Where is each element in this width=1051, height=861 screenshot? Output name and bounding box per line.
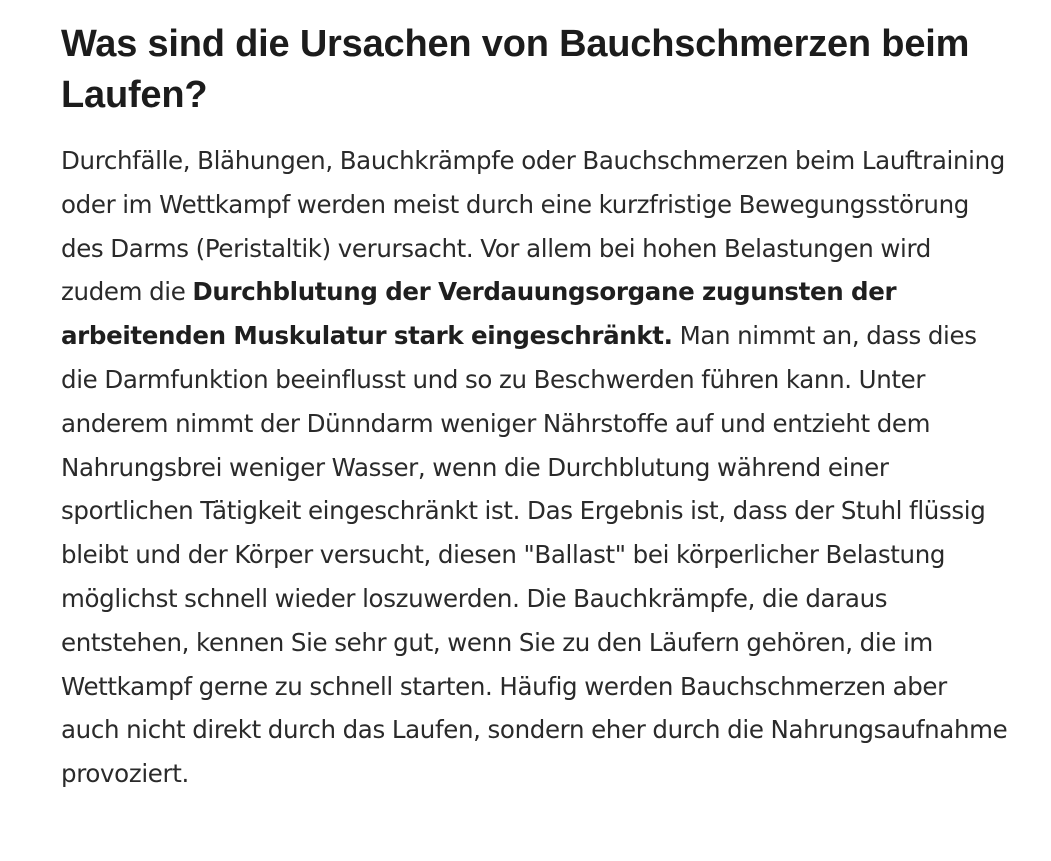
paragraph-bold-highlight: Durchblutung der Verdauungsorgane zugunsten der arbeitenden Muskulatur stark eingeschränkt. bbox=[61, 277, 897, 351]
section-heading: Was sind die Ursachen von Bauchschmerzen beim Laufen? bbox=[61, 23, 970, 116]
body-paragraph bbox=[61, 139, 1011, 796]
paragraph-text-continuation: Man nimmt an, dass dies die Darmfunktion beeinflusst und so zu Beschwerden führen kann. Unter anderem nimmt der Dünndarm weniger Nährstoffe auf und entzieht dem Nahrungsbrei weniger Wasser, wenn die Durchblutung während einer sportlichen Tätigkeit eingeschränkt ist. Das Ergebnis ist, dass der Stuhl flüssig bleibt und der Körper versucht, diesen "Ballast" bei körperlicher Belastung möglichst schnell wieder loszuwerden. Die Bauchkrämpfe, die daraus entstehen, kennen Sie sehr gut, wenn Sie zu den Läufern gehören, die im Wettkampf gerne zu schnell starten. Häufig werden Bauchschmerzen aber auch nicht direkt durch das Laufen, sondern eher durch die Nahrungsaufnahme provoziert. bbox=[61, 321, 1008, 789]
article-section bbox=[61, 19, 1021, 796]
paragraph-text-intro: Durchfälle, Blähungen, Bauchkrämpfe oder Bauchschmerzen beim Lauftraining oder im Wettkampf werden meist durch eine kurzfristige Bewegungsstörung des Darms (Peristaltik) verursacht. Vor allem bei hohen Belastungen wird zudem die bbox=[61, 146, 1005, 307]
